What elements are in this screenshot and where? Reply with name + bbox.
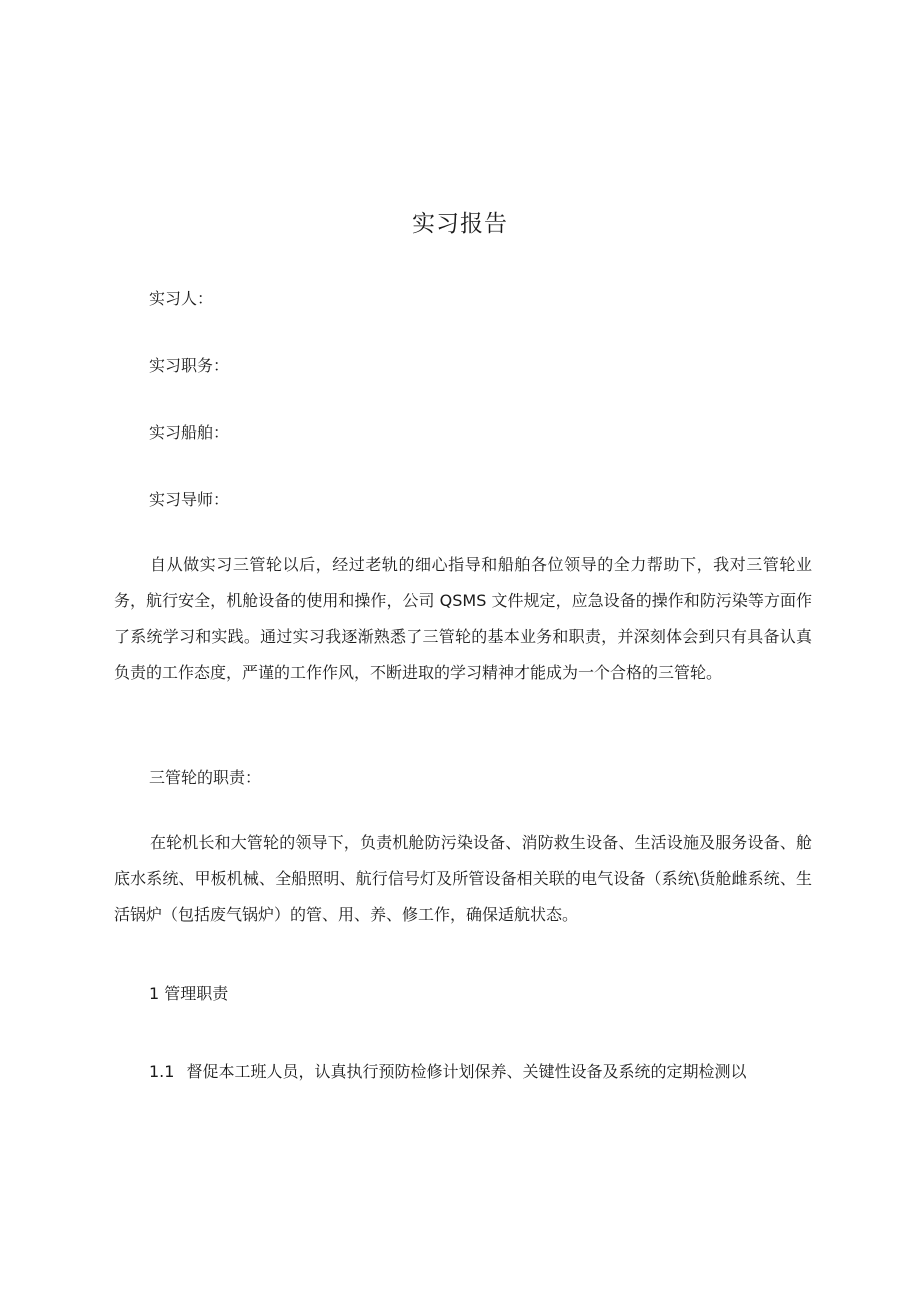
document-title: 实习报告 [412, 211, 508, 237]
field-intern-mentor: 实习导师： [149, 490, 230, 509]
duties-paragraph: 在轮机长和大管轮的领导下，负责机舱防污染设备、消防救生设备、生活设施及服务设备、舱底水系统、甲板机械、全船照明、航行信号灯及所管设备相关联的电气设备（系统\货舱雌系统、生活锅炉（包括废气锅炉）的管、用、养、修工作，确保适航状态。 [114, 833, 812, 924]
section-heading-management: 1 管理职责 [149, 984, 229, 1003]
field-intern-position: 实习职务： [149, 356, 230, 375]
list-item-number: 1.1 [149, 1062, 175, 1081]
duties-heading: 三管轮的职责： [149, 768, 262, 787]
list-item-1-1 [149, 1060, 746, 1084]
intro-paragraph: 自从做实习三管轮以后，经过老轨的细心指导和船舶各位领导的全力帮助下，我对三管轮业务，航行安全，机舱设备的使用和操作，公司 QSMS 文件规定，应急设备的操作和防污染等方面作了系统学习和实践。通过实习我逐渐熟悉了三管轮的基本业务和职责，并深刻体会到只有具备认真负责的工作态度，严谨的工作作风，不断进取的学习精神才能成为一个合格的三管轮。 [114, 555, 812, 682]
field-intern-ship: 实习船舶： [149, 423, 230, 442]
field-intern-name: 实习人： [149, 289, 214, 308]
list-item-text: 督促本工班人员，认真执行预防检修计划保养、关键性设备及系统的定期检测以 [186, 1062, 747, 1081]
